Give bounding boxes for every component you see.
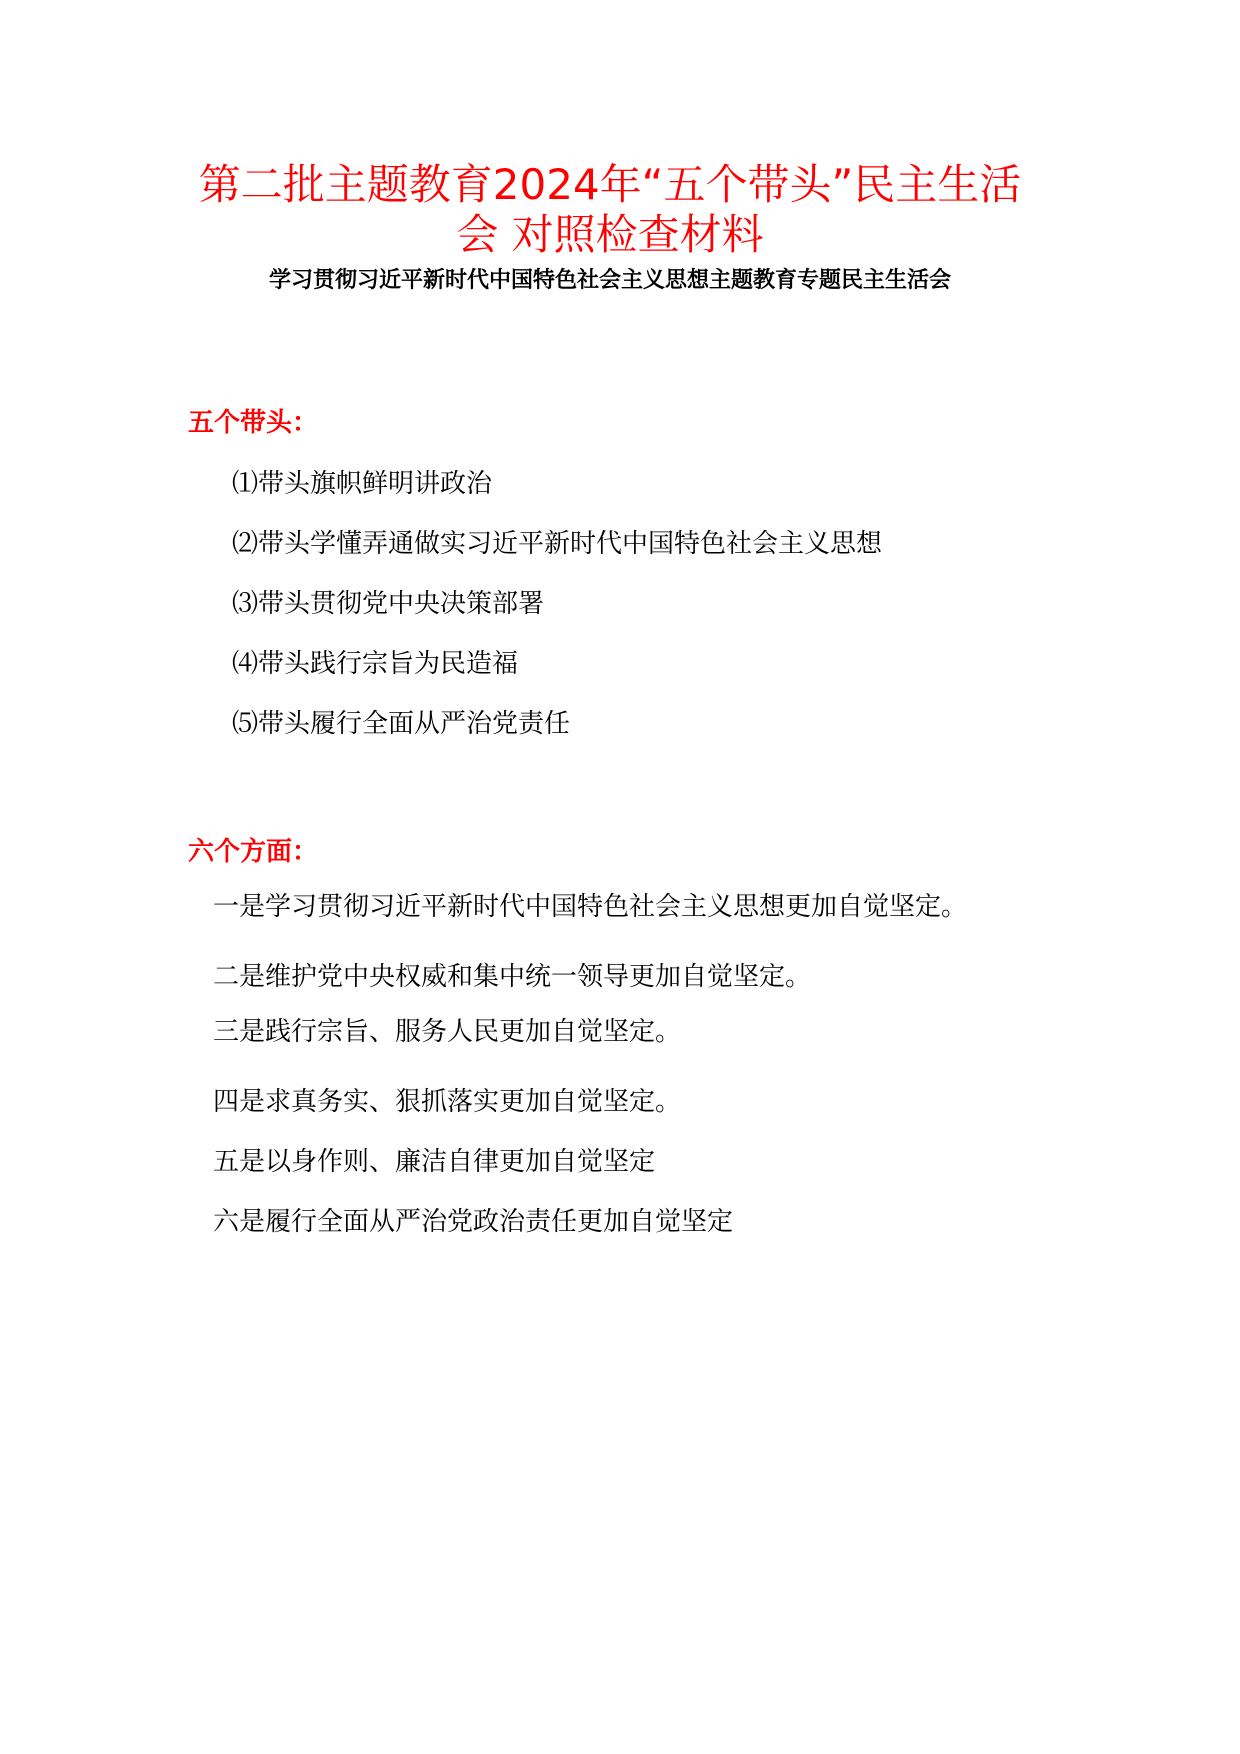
title-line-1: 第二批主题教育2024年“五个带头”民主生活 <box>198 160 1022 209</box>
six-aspects-item-2: 二是维护党中央权威和集中统一领导更加自觉坚定。 <box>213 962 812 992</box>
five-leads-item-3: ⑶带头贯彻党中央决策部署 <box>232 589 545 619</box>
six-aspects-item-3: 三是践行宗旨、服务人民更加自觉坚定。 <box>213 1017 682 1047</box>
document-subtitle: 学习贯彻习近平新时代中国特色社会主义思想主题教育专题民主生活会 <box>268 268 951 293</box>
six-aspects-item-6: 六是履行全面从严治党政治责任更加自觉坚定 <box>213 1207 734 1237</box>
six-aspects-heading: 六个方面： <box>188 837 319 867</box>
six-aspects-item-1: 一是学习贯彻习近平新时代中国特色社会主义思想更加自觉坚定。 <box>213 892 968 922</box>
five-leads-item-1: ⑴带头旗帜鲜明讲政治 <box>232 469 493 499</box>
title-line-2: 会 对照检查材料 <box>456 210 764 259</box>
five-leads-item-5: ⑸带头履行全面从严治党责任 <box>232 709 571 739</box>
five-leads-item-2: ⑵带头学懂弄通做实习近平新时代中国特色社会主义思想 <box>232 529 883 559</box>
five-leads-heading: 五个带头： <box>188 408 319 438</box>
six-aspects-item-5: 五是以身作则、廉洁自律更加自觉坚定 <box>213 1147 656 1177</box>
document-title <box>150 160 1070 260</box>
five-leads-item-4: ⑷带头践行宗旨为民造福 <box>232 649 519 679</box>
six-aspects-item-4: 四是求真务实、狠抓落实更加自觉坚定。 <box>213 1087 682 1117</box>
